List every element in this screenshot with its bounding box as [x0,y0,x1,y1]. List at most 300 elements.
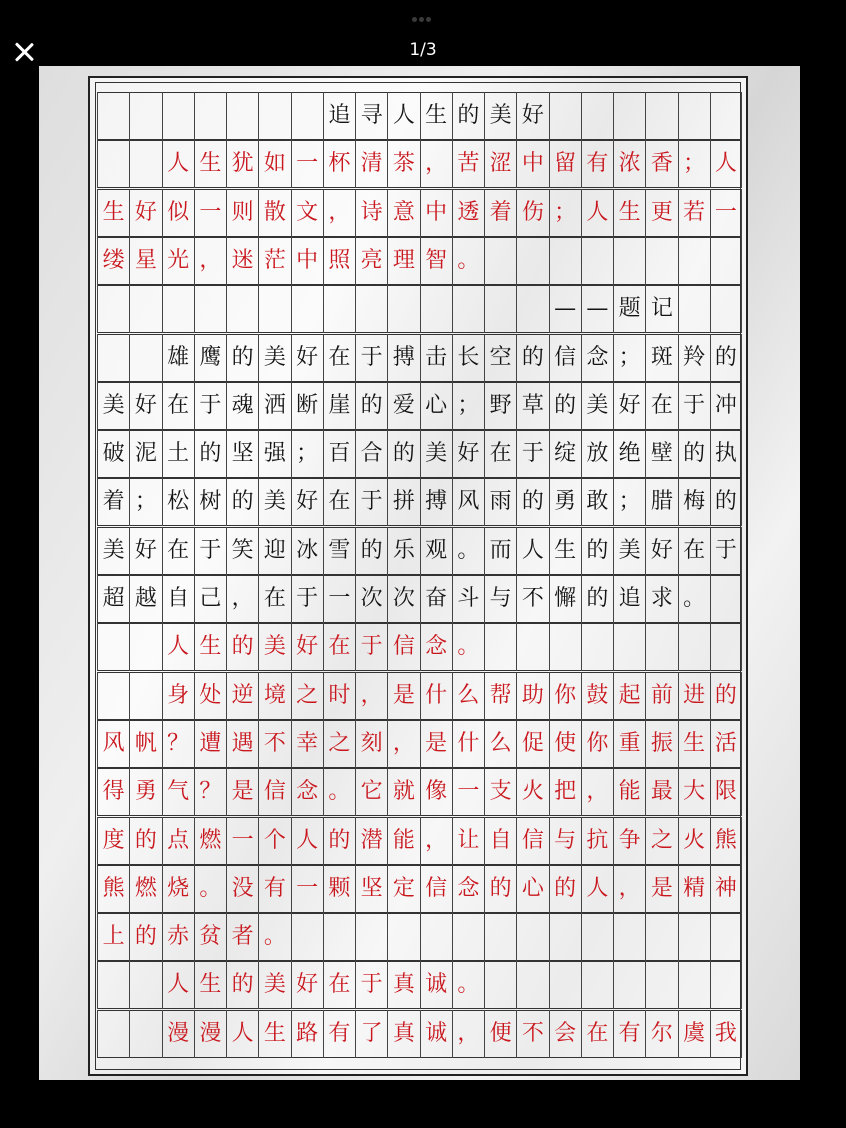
grid-cell [291,285,323,333]
grid-cell [194,285,226,333]
grid-cell: 破 [97,430,129,478]
grid-cell: 茶 [387,140,419,188]
grid-row [97,382,742,430]
grid-cell: 赤 [162,913,194,961]
grid-cell [710,623,742,671]
grid-cell: 之 [645,817,677,865]
grid-cell [226,285,258,333]
grid-cell: 断 [291,382,323,430]
grid-cell: 犹 [226,140,258,188]
grid-cell: 境 [258,672,290,720]
grid-cell: 光 [162,237,194,285]
grid-cell: 了 [355,1010,387,1058]
grid-row [97,527,742,575]
grid-cell: 执 [710,430,742,478]
grid-cell: 不 [516,575,548,623]
grid-cell: 真 [387,961,419,1009]
grid-cell [162,92,194,140]
grid-cell: 的 [129,817,161,865]
grid-cell: 漫 [162,1010,194,1058]
grid-cell: 大 [678,768,710,816]
grid-cell: 斑 [645,334,677,382]
grid-cell [97,334,129,382]
grid-cell: 得 [97,768,129,816]
grid-cell: 生 [420,92,452,140]
grid-cell [226,92,258,140]
grid-cell [291,913,323,961]
grid-cell: 诗 [355,189,387,237]
grid-cell: 人 [226,1010,258,1058]
grid-cell: 更 [645,189,677,237]
grid-cell: 好 [452,430,484,478]
grid-cell: 的 [226,478,258,526]
grid-cell: ， [420,140,452,188]
grid-cell: 美 [484,92,516,140]
grid-cell: 尔 [645,1010,677,1058]
grid-cell: 壁 [645,430,677,478]
grid-cell: 个 [258,817,290,865]
grid-cell: 着 [484,189,516,237]
grid-cell: 羚 [678,334,710,382]
grid-cell: 帆 [129,720,161,768]
grid-cell: 身 [162,672,194,720]
grid-row [97,768,742,816]
grid-cell [710,575,742,623]
grid-cell: 好 [645,527,677,575]
grid-cell: 似 [162,189,194,237]
grid-cell: 神 [710,865,742,913]
grid-cell: ？ [162,720,194,768]
grid-cell: 念 [452,865,484,913]
grid-cell: 好 [291,961,323,1009]
grid-cell: 在 [645,382,677,430]
grid-cell [97,623,129,671]
grid-cell: 么 [484,720,516,768]
grid-cell: 气 [162,768,194,816]
grid-cell [710,913,742,961]
grid-cell [581,961,613,1009]
grid-cell: 助 [516,672,548,720]
grid-cell: 。 [452,623,484,671]
grid-cell: 在 [323,478,355,526]
grid-cell [710,961,742,1009]
grid-cell [452,285,484,333]
grid-cell: — [549,285,581,333]
grid-cell: 。 [258,913,290,961]
grid-cell [645,913,677,961]
grid-cell: 坚 [355,865,387,913]
grid-cell: 亮 [355,237,387,285]
grid-cell: ， [613,865,645,913]
grid-row [97,478,742,526]
grid-cell: 你 [581,720,613,768]
grid-cell: 于 [355,334,387,382]
grid-cell [129,285,161,333]
grid-cell: 泥 [129,430,161,478]
grid-cell: 在 [258,575,290,623]
grid-cell: 人 [710,140,742,188]
grid-cell: 的 [226,334,258,382]
grid-cell: 振 [645,720,677,768]
grid-cell: 人 [581,189,613,237]
grid-cell: 生 [613,189,645,237]
grid-cell: 自 [484,817,516,865]
grid-cell: 中 [420,189,452,237]
grid-cell: 一 [226,817,258,865]
grid-cell: — [581,285,613,333]
grid-cell: 点 [162,817,194,865]
grid-cell [678,961,710,1009]
grid-cell: 好 [613,382,645,430]
grid-cell: 火 [516,768,548,816]
grid-row [97,913,742,961]
grid-cell: 缕 [97,237,129,285]
grid-cell: 美 [258,334,290,382]
grid-cell [645,92,677,140]
grid-cell: ， [420,817,452,865]
grid-cell: 茫 [258,237,290,285]
grid-cell: 奋 [420,575,452,623]
grid-cell: 熊 [97,865,129,913]
grid-cell [291,92,323,140]
grid-cell: 的 [355,382,387,430]
grid-cell: 的 [129,913,161,961]
grid-cell: 不 [516,1010,548,1058]
grid-cell: 斗 [452,575,484,623]
grid-cell [387,285,419,333]
grid-cell: 时 [323,672,355,720]
grid-cell: 限 [710,768,742,816]
grid-cell: 争 [613,817,645,865]
grid-cell: 鹰 [194,334,226,382]
grid-cell [129,1010,161,1058]
grid-cell [516,623,548,671]
grid-cell: 好 [291,623,323,671]
grid-cell: 自 [162,575,194,623]
grid-cell [613,237,645,285]
grid-cell: 越 [129,575,161,623]
grid-cell: 使 [549,720,581,768]
grid-cell: 帮 [484,672,516,720]
grid-cell: ； [291,430,323,478]
grid-cell [581,913,613,961]
grid-cell: 之 [323,720,355,768]
grid-cell: 照 [323,237,355,285]
grid-cell: 生 [549,527,581,575]
grid-row [97,817,742,865]
grid-cell: 中 [291,237,323,285]
grid-cell [549,623,581,671]
grid-cell: 而 [484,527,516,575]
grid-cell [323,285,355,333]
grid-cell [581,92,613,140]
grid-cell: 寻 [355,92,387,140]
grid-cell: 记 [645,285,677,333]
grid-cell: 美 [581,382,613,430]
grid-cell: 超 [97,575,129,623]
grid-cell: 美 [97,527,129,575]
grid-cell [678,285,710,333]
grid-cell: 生 [258,1010,290,1058]
grid-cell [97,672,129,720]
grid-cell: 搏 [387,334,419,382]
grid-cell: 燃 [129,865,161,913]
grid-cell: 就 [387,768,419,816]
grid-cell: 促 [516,720,548,768]
grid-cell: 空 [484,334,516,382]
grid-cell: 的 [355,527,387,575]
grid-cell [516,237,548,285]
grid-cell: 么 [452,672,484,720]
grid-cell: 人 [387,92,419,140]
grid-cell: 信 [258,768,290,816]
grid-row [97,140,742,188]
grid-cell: 好 [291,478,323,526]
grid-cell: 心 [420,382,452,430]
grid-cell [678,237,710,285]
grid-cell: 重 [613,720,645,768]
grid-cell: 是 [387,672,419,720]
grid-cell: 遭 [194,720,226,768]
grid-cell: 路 [291,1010,323,1058]
grid-cell [581,623,613,671]
grid-cell [710,285,742,333]
grid-cell: 一 [291,140,323,188]
grid-cell [613,961,645,1009]
grid-cell: 星 [129,237,161,285]
grid-cell: 的 [581,527,613,575]
grid-cell: 风 [97,720,129,768]
grid-cell [355,913,387,961]
grid-cell: 的 [678,430,710,478]
grid-cell: 于 [710,527,742,575]
grid-cell: 在 [323,961,355,1009]
grid-cell [645,623,677,671]
grid-cell: 生 [194,961,226,1009]
grid-cell: 支 [484,768,516,816]
grid-cell: 文 [291,189,323,237]
grid-cell: 生 [97,189,129,237]
grid-cell: 百 [323,430,355,478]
grid-cell [484,913,516,961]
grid-cell: 好 [291,334,323,382]
grid-cell: 爱 [387,382,419,430]
grid-cell: 的 [581,575,613,623]
grid-cell: 次 [355,575,387,623]
grid-cell: 漫 [194,1010,226,1058]
grid-cell: 虞 [678,1010,710,1058]
grid-cell: 的 [710,334,742,382]
grid-cell: 雨 [484,478,516,526]
grid-cell: 击 [420,334,452,382]
grid-cell: 精 [678,865,710,913]
grid-cell: ； [678,140,710,188]
grid-cell [387,913,419,961]
grid-cell: 烧 [162,865,194,913]
grid-cell [549,92,581,140]
grid-cell [549,961,581,1009]
grid-cell: 起 [613,672,645,720]
grid-cell: 刻 [355,720,387,768]
grid-cell: 不 [258,720,290,768]
grid-cell [484,623,516,671]
grid-cell: 绽 [549,430,581,478]
grid-cell [258,92,290,140]
grid-cell: 求 [645,575,677,623]
grid-cell [258,285,290,333]
grid-cell: 熊 [710,817,742,865]
grid-cell: 人 [581,865,613,913]
grid-cell [97,285,129,333]
grid-cell [129,334,161,382]
grid-cell: 什 [420,672,452,720]
grid-cell: 潜 [355,817,387,865]
grid-cell: 于 [678,382,710,430]
grid-cell: 腊 [645,478,677,526]
grid-cell: 美 [420,430,452,478]
grid-row [97,575,742,623]
grid-cell: 散 [258,189,290,237]
grid-cell: 笑 [226,527,258,575]
grid-row [97,961,742,1009]
grid-cell: 燃 [194,817,226,865]
grid-cell: 的 [194,430,226,478]
grid-cell: 若 [678,189,710,237]
grid-row [97,865,742,913]
grid-cell: 强 [258,430,290,478]
grid-cell: 最 [645,768,677,816]
grid-cell: 魂 [226,382,258,430]
grid-cell: 洒 [258,382,290,430]
grid-cell: 。 [452,527,484,575]
grid-cell [162,285,194,333]
grid-cell: 懈 [549,575,581,623]
grid-cell: 放 [581,430,613,478]
grid-cell: 的 [516,478,548,526]
grid-cell: 冲 [710,382,742,430]
grid-cell: 的 [323,817,355,865]
grid-cell: 。 [452,961,484,1009]
grid-cell: 与 [484,575,516,623]
grid-cell: 逆 [226,672,258,720]
grid-cell: 的 [387,430,419,478]
grid-cell [452,913,484,961]
grid-cell: 着 [97,478,129,526]
grid-row [97,623,742,671]
grid-cell: 追 [613,575,645,623]
grid-cell: 敢 [581,478,613,526]
grid-cell: 己 [194,575,226,623]
grid-cell: 一 [291,865,323,913]
grid-cell: 活 [710,720,742,768]
grid-cell: 中 [516,140,548,188]
grid-cell: ， [194,237,226,285]
grid-cell: 透 [452,189,484,237]
grid-row [97,237,742,285]
grid-cell: 崖 [323,382,355,430]
grid-cell: 在 [678,527,710,575]
grid-cell: ； [129,478,161,526]
grid-cell: ， [355,672,387,720]
grid-cell: ； [613,334,645,382]
grid-cell: 人 [162,961,194,1009]
grid-cell [645,237,677,285]
grid-cell: 你 [549,672,581,720]
grid-cell [355,285,387,333]
grid-cell: 则 [226,189,258,237]
grid-cell: 清 [355,140,387,188]
grid-cell: 伤 [516,189,548,237]
grid-cell: 处 [194,672,226,720]
grid-cell: 在 [581,1010,613,1058]
grid-cell: 雄 [162,334,194,382]
grid-cell: 的 [226,961,258,1009]
grid-cell: 的 [710,672,742,720]
grid-cell [581,237,613,285]
grid-cell [129,961,161,1009]
grid-cell: 让 [452,817,484,865]
grid-cell: 于 [194,382,226,430]
grid-cell: 于 [355,961,387,1009]
grid-cell: 土 [162,430,194,478]
grid-cell: 美 [258,961,290,1009]
page-counter: 1/3 [409,40,437,60]
grid-cell: 的 [226,623,258,671]
grid-cell: 是 [226,768,258,816]
grid-cell: 在 [162,382,194,430]
grid-row [97,672,742,720]
grid-cell: 搏 [420,478,452,526]
grid-cell: 有 [613,1010,645,1058]
grid-row [97,430,742,478]
grid-cell [129,672,161,720]
viewer-top-bar [0,0,846,66]
grid-row [97,334,742,382]
grid-cell: 有 [258,865,290,913]
grid-cell: 定 [387,865,419,913]
grid-cell: 草 [516,382,548,430]
drag-handle-icon[interactable] [411,7,432,26]
grid-cell: 杯 [323,140,355,188]
grid-cell: 于 [355,478,387,526]
grid-cell: 有 [581,140,613,188]
grid-cell [129,92,161,140]
grid-cell: 之 [291,672,323,720]
grid-cell: 者 [226,913,258,961]
grid-cell: 冰 [291,527,323,575]
grid-cell: 勇 [129,768,161,816]
grid-cell [613,92,645,140]
grid-cell: 坚 [226,430,258,478]
grid-cell: ； [452,382,484,430]
grid-cell: 信 [387,623,419,671]
grid-cell: 能 [613,768,645,816]
grid-cell: 题 [613,285,645,333]
grid-cell: 一 [323,575,355,623]
grid-cell: 我 [710,1010,742,1058]
grid-cell: 人 [162,623,194,671]
grid-cell: 颗 [323,865,355,913]
grid-cell: 迷 [226,237,258,285]
grid-cell: 好 [129,527,161,575]
grid-cell [516,913,548,961]
grid-cell [516,285,548,333]
grid-cell: 意 [387,189,419,237]
grid-cell: 浓 [613,140,645,188]
grid-cell: 在 [484,430,516,478]
grid-cell: 人 [291,817,323,865]
grid-cell: 树 [194,478,226,526]
